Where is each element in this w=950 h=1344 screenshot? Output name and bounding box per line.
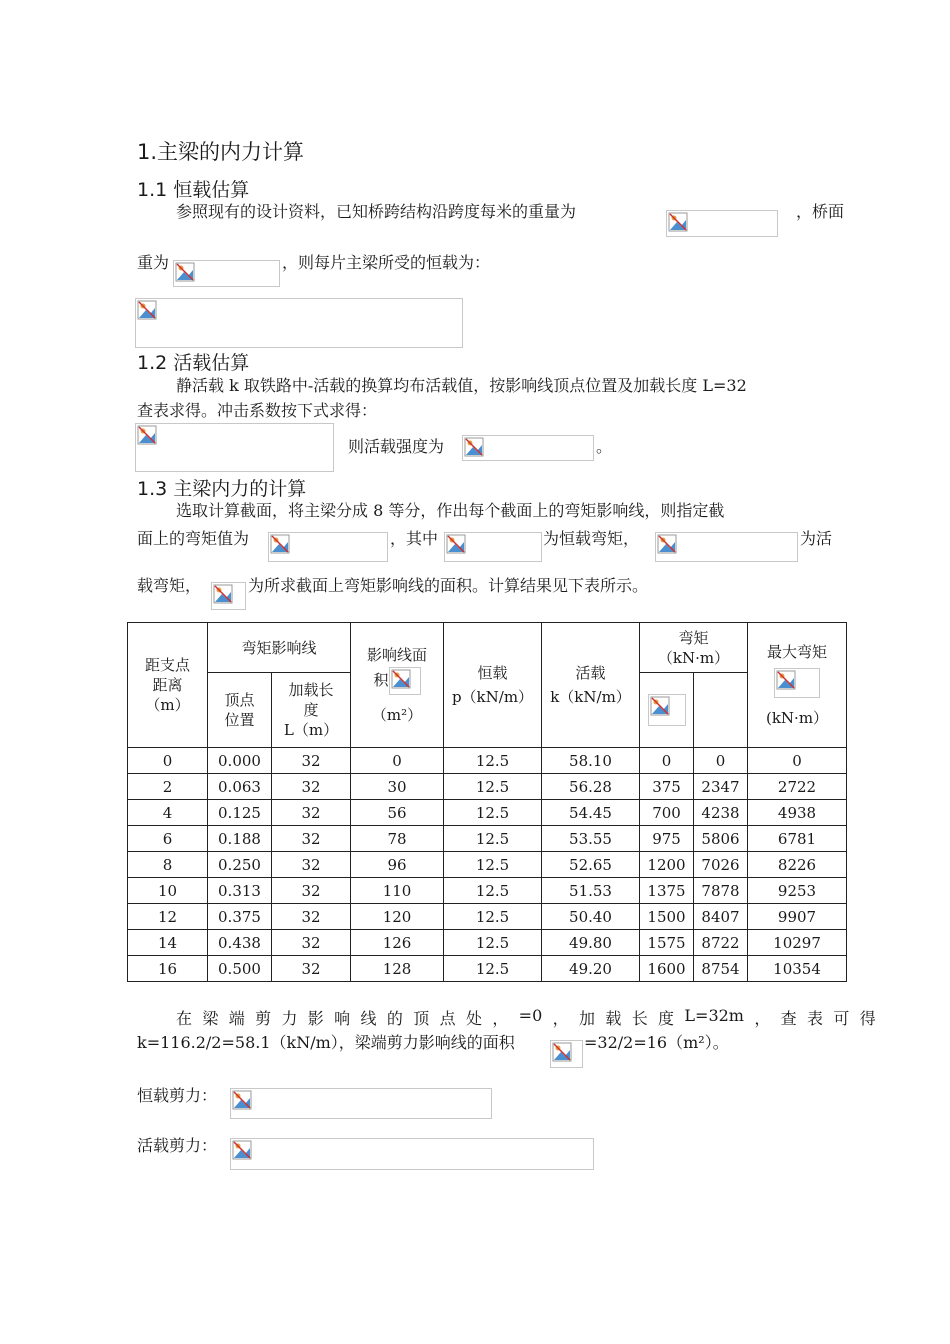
table-cell: 32 (272, 800, 351, 826)
shear-word: 长 (631, 1009, 648, 1028)
shear-word: =0 (518, 1006, 543, 1025)
sec2-text-3a: 则活载强度为 (348, 437, 445, 456)
dead-shear-label: 恒载剪力： (137, 1086, 218, 1105)
formula-image (173, 260, 280, 287)
formula-image (389, 667, 421, 695)
shear-word: ， (492, 1009, 509, 1028)
table-cell: 6781 (748, 826, 847, 852)
header-live-load: 活载 k（kN/m） (542, 623, 640, 748)
header-area: 影响线面 积 （m²） (351, 623, 444, 748)
table-cell: 12 (128, 904, 208, 930)
table-cell: 12.5 (444, 852, 542, 878)
table-cell: 12.5 (444, 956, 542, 982)
table-cell: 4238 (694, 800, 748, 826)
table-cell: 96 (351, 852, 444, 878)
sec3-text-2b: ，其中 (390, 529, 439, 548)
table-cell: 0.188 (208, 826, 272, 852)
table-cell: 1375 (640, 878, 694, 904)
shear-word: 得 (859, 1009, 876, 1028)
header-distance: 距支点 距离 （m） (128, 623, 208, 748)
shear-text-2b: =32/2=16（m²）。 (584, 1033, 729, 1052)
table-cell: 58.10 (542, 748, 640, 774)
table-row (128, 774, 847, 800)
shear-text-2a: k=116.2/2=58.1（kN/m），梁端剪力影响线的面积 (137, 1033, 515, 1052)
table-row (128, 748, 847, 774)
table-cell: 0.438 (208, 930, 272, 956)
table-cell: 126 (351, 930, 444, 956)
shear-word: 加 (578, 1009, 595, 1028)
shear-word: ， (754, 1009, 771, 1028)
table-cell: 52.65 (542, 852, 640, 878)
formula-image (211, 582, 246, 610)
table-cell: 10297 (748, 930, 847, 956)
table-cell: 9253 (748, 878, 847, 904)
sec3-text-2a: 面上的弯矩值为 (137, 529, 250, 548)
formula-image (230, 1138, 594, 1170)
table-cell: 32 (272, 956, 351, 982)
sec1-text-1b: ，桥面 (796, 202, 845, 221)
table-cell: 53.55 (542, 826, 640, 852)
formula-image (550, 1040, 583, 1068)
shear-word: 处 (465, 1009, 482, 1028)
table-cell: 32 (272, 930, 351, 956)
table-cell: 10354 (748, 956, 847, 982)
formula-image (774, 668, 820, 698)
table-cell: 12.5 (444, 904, 542, 930)
shear-word: 的 (386, 1009, 403, 1028)
table-cell: 10 (128, 878, 208, 904)
table-cell: 32 (272, 904, 351, 930)
sec2-text-3b: 。 (596, 437, 613, 456)
table-cell: 700 (640, 800, 694, 826)
formula-image (135, 423, 334, 472)
header-moment: 弯矩 （kN·m） (640, 623, 748, 673)
formula-image (666, 210, 778, 237)
table-cell: 56 (351, 800, 444, 826)
table-cell: 32 (272, 852, 351, 878)
table-cell: 8 (128, 852, 208, 878)
table-cell: 5806 (694, 826, 748, 852)
shear-word: 顶 (413, 1009, 430, 1028)
sec3-text-3b: 为所求截面上弯矩影响线的面积。计算结果见下表所示。 (248, 576, 649, 595)
table-cell: 375 (640, 774, 694, 800)
page-title: 1.主梁的内力计算 (137, 140, 305, 164)
shear-word: 可 (833, 1009, 850, 1028)
table-cell: 32 (272, 748, 351, 774)
table-cell: 12.5 (444, 930, 542, 956)
table-cell: 78 (351, 826, 444, 852)
table-cell: 49.80 (542, 930, 640, 956)
shear-word: 点 (439, 1009, 456, 1028)
header-load-length: 加载长 度 L（m） (272, 673, 351, 748)
table-cell: 9907 (748, 904, 847, 930)
table-cell: 0.250 (208, 852, 272, 878)
shear-word: 在 (176, 1009, 193, 1028)
shear-word: L=32m (684, 1006, 744, 1025)
table-cell: 0 (351, 748, 444, 774)
header-vertex: 顶点 位置 (208, 673, 272, 748)
table-cell: 6 (128, 826, 208, 852)
table-cell: 56.28 (542, 774, 640, 800)
header-moment-dead (640, 673, 694, 748)
table-cell: 0 (128, 748, 208, 774)
table-cell: 0.063 (208, 774, 272, 800)
table-cell: 2347 (694, 774, 748, 800)
table-cell: 12.5 (444, 800, 542, 826)
table-cell: 30 (351, 774, 444, 800)
shear-word: 查 (780, 1009, 797, 1028)
table-cell: 7878 (694, 878, 748, 904)
table-cell: 8226 (748, 852, 847, 878)
shear-word: 度 (658, 1009, 675, 1028)
formula-image (230, 1088, 492, 1119)
table-cell: 1500 (640, 904, 694, 930)
table-cell: 16 (128, 956, 208, 982)
table-cell: 32 (272, 774, 351, 800)
header-max-moment: 最大弯矩 (kN·m） (748, 623, 847, 748)
table-cell: 0 (694, 748, 748, 774)
table-row (128, 904, 847, 930)
formula-image (268, 532, 388, 562)
section-1-3-title: 1.3 主梁内力的计算 (137, 478, 307, 500)
table-cell: 4938 (748, 800, 847, 826)
table-cell: 0.125 (208, 800, 272, 826)
table-cell: 0 (640, 748, 694, 774)
table-cell: 32 (272, 826, 351, 852)
table-cell: 0.375 (208, 904, 272, 930)
table-cell: 49.20 (542, 956, 640, 982)
table-cell: 0.000 (208, 748, 272, 774)
shear-word: 线 (360, 1009, 377, 1028)
table-cell: 54.45 (542, 800, 640, 826)
sec1-text-2b: ，则每片主梁所受的恒载为： (282, 253, 491, 272)
table-cell: 7026 (694, 852, 748, 878)
moment-table (127, 622, 847, 982)
table-cell: 120 (351, 904, 444, 930)
shear-word: ， (552, 1009, 569, 1028)
table-row (128, 956, 847, 982)
table-row (128, 930, 847, 956)
header-influence-line: 弯矩影响线 (208, 623, 351, 673)
shear-word: 端 (228, 1009, 245, 1028)
formula-image (648, 694, 686, 726)
shear-word: 剪 (255, 1009, 272, 1028)
table-cell: 0 (748, 748, 847, 774)
live-shear-label: 活载剪力： (137, 1136, 218, 1155)
sec3-text-1: 选取计算截面，将主梁分成 8 等分，作出每个截面上的弯矩影响线，则指定截 (176, 501, 725, 520)
section-1-2-title: 1.2 活载估算 (137, 352, 250, 374)
table-cell: 0.313 (208, 878, 272, 904)
table-cell: 1575 (640, 930, 694, 956)
formula-image (135, 298, 463, 348)
shear-word: 表 (807, 1009, 824, 1028)
shear-word: 响 (334, 1009, 351, 1028)
shear-word: 梁 (202, 1009, 219, 1028)
formula-image (655, 532, 798, 562)
table-cell: 0.500 (208, 956, 272, 982)
table-cell: 2722 (748, 774, 847, 800)
shear-word: 力 (281, 1009, 298, 1028)
formula-image (462, 435, 594, 461)
sec1-text-1a: 参照现有的设计资料，已知桥跨结构沿跨度每米的重量为 (176, 202, 577, 221)
table-cell: 12.5 (444, 878, 542, 904)
table-cell: 12.5 (444, 748, 542, 774)
table-cell: 8407 (694, 904, 748, 930)
shear-word: 载 (605, 1009, 622, 1028)
table-cell: 14 (128, 930, 208, 956)
formula-image (444, 532, 542, 562)
table-cell: 1600 (640, 956, 694, 982)
table-cell: 110 (351, 878, 444, 904)
table-cell: 1200 (640, 852, 694, 878)
table-cell: 8754 (694, 956, 748, 982)
shear-word: 影 (307, 1009, 324, 1028)
header-moment-live (694, 673, 748, 748)
header-dead-load: 恒载 p（kN/m） (444, 623, 542, 748)
sec3-text-3a: 载弯矩， (137, 576, 202, 595)
table-cell: 50.40 (542, 904, 640, 930)
table-cell: 12.5 (444, 774, 542, 800)
table-row (128, 878, 847, 904)
table-cell: 975 (640, 826, 694, 852)
table-row (128, 826, 847, 852)
table-cell: 8722 (694, 930, 748, 956)
table-cell: 128 (351, 956, 444, 982)
section-1-1-title: 1.1 恒载估算 (137, 179, 250, 201)
table-cell: 2 (128, 774, 208, 800)
table-cell: 12.5 (444, 826, 542, 852)
sec1-text-2a: 重为 (137, 253, 170, 272)
table-cell: 32 (272, 878, 351, 904)
sec3-text-2d: 为活 (800, 529, 833, 548)
table-row (128, 852, 847, 878)
sec2-text-2: 查表求得。冲击系数按下式求得： (137, 401, 378, 420)
sec3-text-2c: 为恒载弯矩， (543, 529, 640, 548)
shear-text-line-1 (176, 1006, 876, 1029)
table-row (128, 800, 847, 826)
sec2-text-1: 静活载 k 取铁路中-活载的换算均布活载值，按影响线顶点位置及加载长度 L=32 (176, 376, 747, 395)
table-cell: 51.53 (542, 878, 640, 904)
table-cell: 4 (128, 800, 208, 826)
